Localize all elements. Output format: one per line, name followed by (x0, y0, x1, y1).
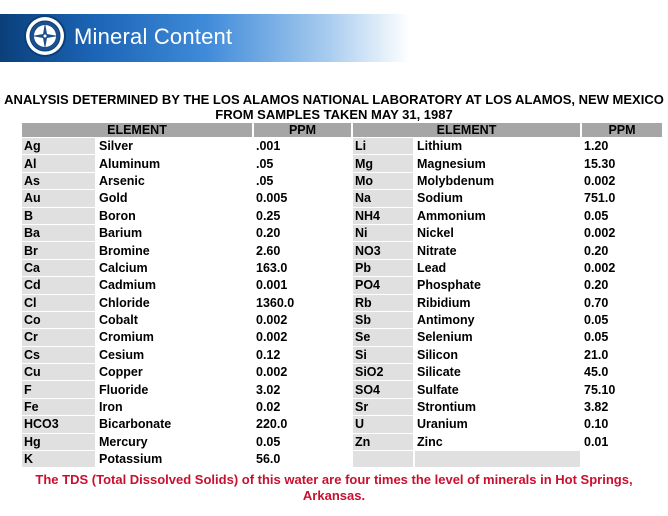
table-row (353, 295, 662, 311)
ppm-value: 0.05 (582, 329, 662, 345)
ppm-value: 0.12 (254, 347, 351, 363)
ppm-column-header: PPM (254, 123, 351, 137)
ppm-value: 0.20 (582, 277, 662, 293)
element-name: Uranium (415, 416, 580, 432)
element-symbol: Sr (353, 399, 413, 415)
table-row (353, 399, 662, 415)
table-row (22, 155, 351, 171)
element-name: Cromium (97, 329, 252, 345)
ppm-value: 0.002 (582, 173, 662, 189)
element-symbol: Co (22, 312, 95, 328)
ppm-value: 0.20 (254, 225, 351, 241)
table-row (353, 173, 662, 189)
table-row (353, 260, 662, 276)
element-symbol: Mo (353, 173, 413, 189)
element-symbol: PO4 (353, 277, 413, 293)
ppm-value: 0.01 (582, 434, 662, 450)
table-row (22, 242, 351, 258)
table-row (353, 434, 662, 450)
element-name: Cesium (97, 347, 252, 363)
table-row (22, 416, 351, 432)
ppm-value: 0.002 (254, 329, 351, 345)
table-row (22, 225, 351, 241)
ppm-value: 2.60 (254, 242, 351, 258)
element-name: Mercury (97, 434, 252, 450)
element-symbol: Ca (22, 260, 95, 276)
element-symbol: Mg (353, 155, 413, 171)
ppm-value: .001 (254, 138, 351, 154)
table-row (22, 138, 351, 154)
element-column-header: ELEMENT (22, 123, 252, 137)
ppm-value: 0.05 (254, 434, 351, 450)
element-symbol: U (353, 416, 413, 432)
left-element-table (20, 122, 353, 468)
ppm-value: 0.002 (582, 225, 662, 241)
table-row (22, 173, 351, 189)
element-name: Sodium (415, 190, 580, 206)
element-name: Arsenic (97, 173, 252, 189)
table-row (22, 381, 351, 397)
element-symbol: Sb (353, 312, 413, 328)
element-symbol: Ni (353, 225, 413, 241)
element-symbol: Zn (353, 434, 413, 450)
element-name: Boron (97, 208, 252, 224)
element-symbol: Br (22, 242, 95, 258)
right-element-table (351, 122, 664, 468)
table-row (22, 295, 351, 311)
element-name: Sulfate (415, 381, 580, 397)
element-name: Aluminum (97, 155, 252, 171)
element-name: Cobalt (97, 312, 252, 328)
element-name: Nickel (415, 225, 580, 241)
element-symbol: Cr (22, 329, 95, 345)
table-row (353, 416, 662, 432)
element-symbol: As (22, 173, 95, 189)
element-symbol: SiO2 (353, 364, 413, 380)
ppm-value: 0.05 (582, 208, 662, 224)
ppm-value: 0.25 (254, 208, 351, 224)
element-name: Chloride (97, 295, 252, 311)
element-symbol: Pb (353, 260, 413, 276)
ppm-value: 0.002 (582, 260, 662, 276)
element-name: Ammonium (415, 208, 580, 224)
ppm-value: 1360.0 (254, 295, 351, 311)
element-name: Lithium (415, 138, 580, 154)
element-name: Calcium (97, 260, 252, 276)
table-row (22, 399, 351, 415)
element-symbol: Cu (22, 364, 95, 380)
element-name: Strontium (415, 399, 580, 415)
element-symbol: SO4 (353, 381, 413, 397)
element-name: Barium (97, 225, 252, 241)
ppm-value: .05 (254, 173, 351, 189)
element-name: Bicarbonate (97, 416, 252, 432)
table-row (22, 329, 351, 345)
element-name: Silicon (415, 347, 580, 363)
element-name: Nitrate (415, 242, 580, 258)
element-symbol: NO3 (353, 242, 413, 258)
element-symbol: Ag (22, 138, 95, 154)
element-name: Copper (97, 364, 252, 380)
element-symbol: K (22, 451, 95, 467)
ppm-value: 3.82 (582, 399, 662, 415)
ppm-value: 0.002 (254, 364, 351, 380)
element-name: Antimony (415, 312, 580, 328)
table-row (22, 451, 351, 467)
element-symbol: Li (353, 138, 413, 154)
table-row (22, 347, 351, 363)
table-row (22, 277, 351, 293)
element-name: Magnesium (415, 155, 580, 171)
table-row (353, 190, 662, 206)
element-name: Zinc (415, 434, 580, 450)
table-row (353, 155, 662, 171)
ppm-value: 0.001 (254, 277, 351, 293)
element-symbol: Fe (22, 399, 95, 415)
table-row (353, 277, 662, 293)
element-name: Gold (97, 190, 252, 206)
element-name: Cadmium (97, 277, 252, 293)
ppm-value: 21.0 (582, 347, 662, 363)
element-name: Potassium (97, 451, 252, 467)
table-row (353, 138, 662, 154)
ppm-value: 3.02 (254, 381, 351, 397)
element-symbol: Cs (22, 347, 95, 363)
compass-logo-icon (26, 17, 64, 55)
element-symbol: Au (22, 190, 95, 206)
table-row (353, 347, 662, 363)
table-row (353, 208, 662, 224)
table-row (22, 208, 351, 224)
element-symbol: B (22, 208, 95, 224)
table-row (353, 381, 662, 397)
element-symbol: Se (353, 329, 413, 345)
element-symbol: Cd (22, 277, 95, 293)
ppm-value (582, 451, 662, 467)
ppm-value: 0.70 (582, 295, 662, 311)
tds-footnote: The TDS (Total Dissolved Solids) of this water are four times the level of minerals in Hot Springs, Arkansas. (35, 472, 633, 503)
ppm-value: 15.30 (582, 155, 662, 171)
table-row (22, 434, 351, 450)
ppm-value: 0.005 (254, 190, 351, 206)
element-symbol: Al (22, 155, 95, 171)
element-name: Iron (97, 399, 252, 415)
ppm-value: 1.20 (582, 138, 662, 154)
ppm-value: 751.0 (582, 190, 662, 206)
element-symbol: Ba (22, 225, 95, 241)
element-symbol: Na (353, 190, 413, 206)
element-name: Lead (415, 260, 580, 276)
ppm-value: .05 (254, 155, 351, 171)
table-row (22, 364, 351, 380)
analysis-heading: ANALYSIS DETERMINED BY THE LOS ALAMOS NATIONAL LABORATORY AT LOS ALAMOS, NEW MEXICO FROM SAMPLES TAKEN MAY 31, 1987 (4, 92, 664, 122)
ppm-value: 0.20 (582, 242, 662, 258)
element-name: Silver (97, 138, 252, 154)
page-title: Mineral Content (74, 24, 233, 49)
element-symbol: Rb (353, 295, 413, 311)
table-row (353, 242, 662, 258)
element-column-header: ELEMENT (353, 123, 580, 137)
ppm-value: 0.002 (254, 312, 351, 328)
ppm-column-header: PPM (582, 123, 662, 137)
element-symbol: F (22, 381, 95, 397)
ppm-value: 45.0 (582, 364, 662, 380)
ppm-value: 0.02 (254, 399, 351, 415)
table-row (353, 451, 662, 467)
table-row (22, 260, 351, 276)
ppm-value: 0.10 (582, 416, 662, 432)
element-name: Phosphate (415, 277, 580, 293)
element-symbol: Si (353, 347, 413, 363)
element-name: Selenium (415, 329, 580, 345)
element-symbol: HCO3 (22, 416, 95, 432)
ppm-value: 163.0 (254, 260, 351, 276)
element-name: Fluoride (97, 381, 252, 397)
ppm-value: 75.10 (582, 381, 662, 397)
ppm-value: 56.0 (254, 451, 351, 467)
element-symbol: Cl (22, 295, 95, 311)
element-symbol: Hg (22, 434, 95, 450)
element-name: Silicate (415, 364, 580, 380)
table-row (353, 364, 662, 380)
element-symbol: NH4 (353, 208, 413, 224)
table-row (353, 312, 662, 328)
ppm-value: 0.05 (582, 312, 662, 328)
table-row (22, 190, 351, 206)
table-row (22, 312, 351, 328)
element-name: Ribidium (415, 295, 580, 311)
table-row (353, 225, 662, 241)
ppm-value: 220.0 (254, 416, 351, 432)
element-symbol (353, 451, 413, 467)
element-name (415, 451, 580, 467)
element-name: Molybdenum (415, 173, 580, 189)
element-name: Bromine (97, 242, 252, 258)
table-row (353, 329, 662, 345)
